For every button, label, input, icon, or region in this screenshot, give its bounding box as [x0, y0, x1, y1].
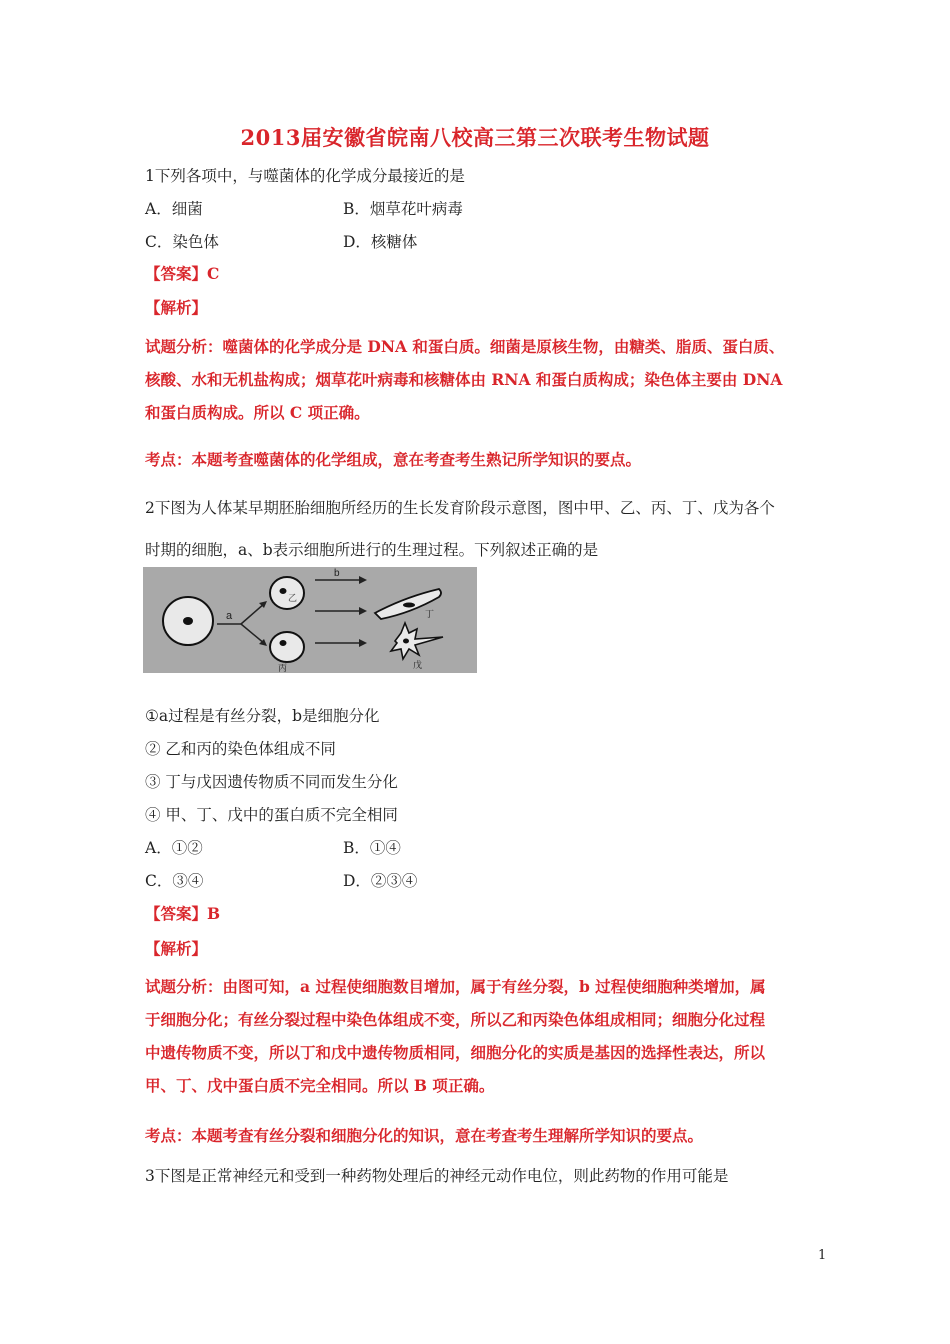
label-wu: 戊 [413, 661, 423, 671]
nucleus-bing [280, 640, 287, 646]
q2-analysis-line: 试题分析：由图可知，a 过程使细胞数目增加，属于有丝分裂，b 过程使细胞种类增加，属 [145, 977, 766, 996]
q1-option-d: D．核糖体 [343, 233, 418, 251]
label-a: a [226, 610, 233, 622]
q1-analysis-line: 试题分析：噬菌体的化学成分是 DNA 和蛋白质。细菌是原核生物，由糖类、脂质、蛋白质、 [145, 337, 785, 356]
arrowhead-b-bottom [359, 639, 367, 647]
q2-stem-line-2: 时期的细胞，a、b表示细胞所进行的生理过程。下列叙述正确的是 [145, 541, 599, 559]
nucleus-yi [280, 588, 287, 594]
q2-analysis-line: 中遗传物质不变，所以丁和戊中遗传物质相同，细胞分化的实质是基因的选择性表达，所以 [145, 1043, 766, 1062]
q2-analysis [145, 970, 815, 1102]
q1-analysis-line: 核酸、水和无机盐构成；烟草花叶病毒和核糖体由 RNA 和蛋白质构成；染色体主要由 DNA [145, 370, 783, 389]
label-yi: 乙 [288, 594, 298, 604]
q1-option-c: C．染色体 [145, 233, 219, 251]
q1-option-a: A．细菌 [145, 200, 203, 218]
q2-option-d: D．②③④ [343, 872, 418, 890]
q2-analysis-line: 甲、丁、戊中蛋白质不完全相同。所以 B 项正确。 [145, 1076, 495, 1095]
q2-analysis-line: 于细胞分化；有丝分裂过程中染色体组成不变，所以乙和丙染色体组成相同；细胞分化过程 [145, 1010, 766, 1029]
q2-stem-line-1: 2下图为人体某早期胚胎细胞所经历的生长发育阶段示意图，图中甲、乙、丙、丁、戊为各个 [145, 499, 775, 517]
arrowhead-b-top [359, 576, 367, 584]
arrow-a-down [241, 624, 265, 644]
q2-statement-4: ④ 甲、丁、戊中的蛋白质不完全相同 [145, 806, 398, 824]
diagram-svg [143, 567, 477, 673]
page-title: 2013届安徽省皖南八校高三第三次联考生物试题 [240, 125, 710, 150]
nucleus-ding [403, 603, 415, 608]
nucleus-jia [183, 617, 193, 625]
cell-development-diagram [143, 567, 477, 673]
q2-statement-3: ③ 丁与戊因遗传物质不同而发生分化 [145, 773, 398, 791]
arrow-a-up [241, 603, 265, 624]
q2-analysis-label: 【解析】 [145, 939, 208, 958]
cell-yi [270, 577, 304, 609]
arrowhead-b-mid [359, 607, 367, 615]
q2-answer: 【答案】B [145, 904, 221, 923]
label-b: b [334, 568, 340, 579]
q2-statement-1: ①a过程是有丝分裂，b是细胞分化 [145, 707, 380, 725]
q1-option-b: B．烟草花叶病毒 [343, 200, 463, 218]
nucleus-wu [403, 639, 409, 644]
q2-kaodian: 考点：本题考查有丝分裂和细胞分化的知识，意在考查考生理解所学知识的要点。 [145, 1126, 704, 1145]
page-number: 1 [818, 1248, 827, 1263]
q1-stem: 1下列各项中，与噬菌体的化学成分最接近的是 [145, 167, 465, 185]
q2-option-b: B．①④ [343, 839, 401, 857]
q2-statement-2: ② 乙和丙的染色体组成不同 [145, 740, 336, 758]
q2-option-a: A．①② [145, 839, 203, 857]
q1-kaodian: 考点：本题考查噬菌体的化学组成，意在考查考生熟记所学知识的要点。 [145, 450, 642, 469]
label-ding: 丁 [425, 610, 435, 620]
cell-wu [391, 623, 443, 659]
q1-analysis-line: 和蛋白质构成。所以 C 项正确。 [145, 403, 370, 422]
label-bing: 丙 [278, 664, 288, 673]
cell-bing [270, 632, 304, 662]
q1-analysis [145, 330, 815, 429]
q2-option-c: C．③④ [145, 872, 204, 890]
q1-answer: 【答案】C [145, 264, 220, 283]
q1-analysis-label: 【解析】 [145, 298, 208, 317]
q3-stem: 3下图是正常神经元和受到一种药物处理后的神经元动作电位，则此药物的作用可能是 [145, 1167, 729, 1185]
